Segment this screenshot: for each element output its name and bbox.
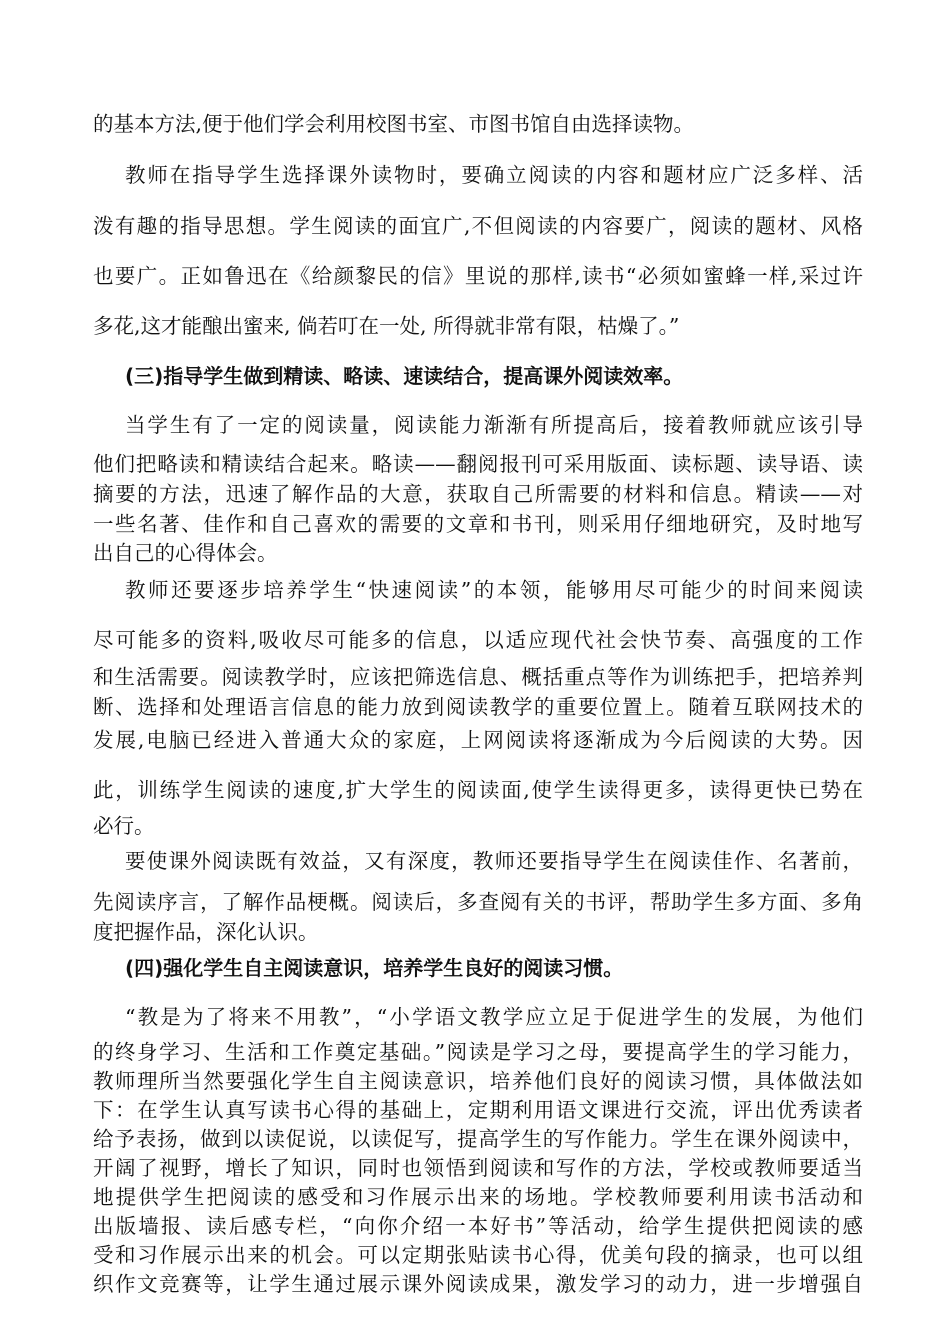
paragraph-line: 下：在学生认真写读书心得的基础上，定期利用语文课进行交流，评出优秀读者 [93,1098,863,1122]
paragraph-line: 尽可能多的资料,吸收尽可能多的信息，以适应现代社会快节奏、高强度的工作 [93,628,863,652]
paragraph-line: 度把握作品，深化认识。 [93,920,319,944]
paragraph-line: 教师在指导学生选择课外读物时，要确立阅读的内容和题材应广泛多样、活 [125,163,863,187]
paragraph-line: 也要广。正如鲁迅在《给颜黎民的信》里说的那样,读书“必须如蜜蜂一样,采过许 [93,264,863,288]
section-heading: (四)强化学生自主阅读意识，培养学生良好的阅读习惯。 [125,956,624,980]
paragraph-line: 教师理所当然要强化学生自主阅读意识，培养他们良好的阅读习惯，具体做法如 [93,1069,863,1093]
paragraph-line: 必行。 [93,814,155,838]
section-heading: (三)指导学生做到精读、略读、速读结合，提高课外阅读效率。 [125,364,684,388]
paragraph-line: 泼有趣的指导思想。学生阅读的面宜广,不但阅读的内容要广，阅读的题材、风格 [93,214,863,238]
paragraph-line: 发展,电脑已经进入普通大众的家庭，上网阅读将逐渐成为今后阅读的大势。因 [93,728,863,752]
paragraph-line: 地提供学生把阅读的感受和习作展示出来的场地。学校教师要利用读书活动和 [93,1185,863,1209]
paragraph-line: 织作文竞赛等，让学生通过展示课外阅读成果，激发学习的动力，进一步增强自 [93,1272,863,1296]
paragraph-line: 的基本方法,便于他们学会利用校图书室、市图书馆自由选择读物。 [93,112,695,136]
paragraph-line: 摘要的方法，迅速了解作品的大意，获取自己所需要的材料和信息。精读——对 [93,482,863,506]
paragraph-line: “教是为了将来不用教”，“小学语文教学应立足于促进学生的发展，为他们 [125,1005,863,1029]
paragraph-line: 一些名著、佳作和自己喜欢的需要的文章和书刊，则采用仔细地研究，及时地写 [93,512,863,536]
paragraph-line: 出自己的心得体会。 [93,541,278,565]
paragraph-line: 出版墙报、读后感专栏，“向你介绍一本好书”等活动，给学生提供把阅读的感 [93,1214,863,1238]
paragraph-line: 他们把略读和精读结合起来。略读——翻阅报刊可采用版面、读标题、读导语、读 [93,452,863,476]
paragraph-line: 的终身学习、生活和工作奠定基础。”阅读是学习之母，要提高学生的学习能力， [93,1040,863,1064]
paragraph-line: 开阔了视野，增长了知识，同时也领悟到阅读和写作的方法，学校或教师要适当 [93,1156,863,1180]
paragraph-line: 给予表扬，做到以读促说，以读促写，提高学生的写作能力。学生在课外阅读中， [93,1127,863,1151]
paragraph-line: 教师还要逐步培养学生“快速阅读”的本领，能够用尽可能少的时间来阅读 [125,578,863,602]
paragraph-line: 和生活需要。阅读教学时，应该把筛选信息、概括重点等作为训练把手，把培养判 [93,665,863,689]
paragraph-line: 当学生有了一定的阅读量，阅读能力渐渐有所提高后，接着教师就应该引导 [125,413,863,437]
paragraph-line: 要使课外阅读既有效益，又有深度，教师还要指导学生在阅读佳作、名著前， [125,849,863,873]
paragraph-line: 多花,这才能酿出蜜来, 倘若叮在一处, 所得就非常有限，枯燥了。” [93,314,680,338]
paragraph-line: 受和习作展示出来的机会。可以定期张贴读书心得，优美句段的摘录，也可以组 [93,1243,863,1267]
paragraph-line: 此，训练学生阅读的速度,扩大学生的阅读面,使学生读得更多，读得更快已势在 [93,778,863,802]
paragraph-line: 断、选择和处理语言信息的能力放到阅读教学的重要位置上。随着互联网技术的 [93,695,863,719]
paragraph-line: 先阅读序言，了解作品梗概。阅读后，多查阅有关的书评，帮助学生多方面、多角 [93,890,863,914]
